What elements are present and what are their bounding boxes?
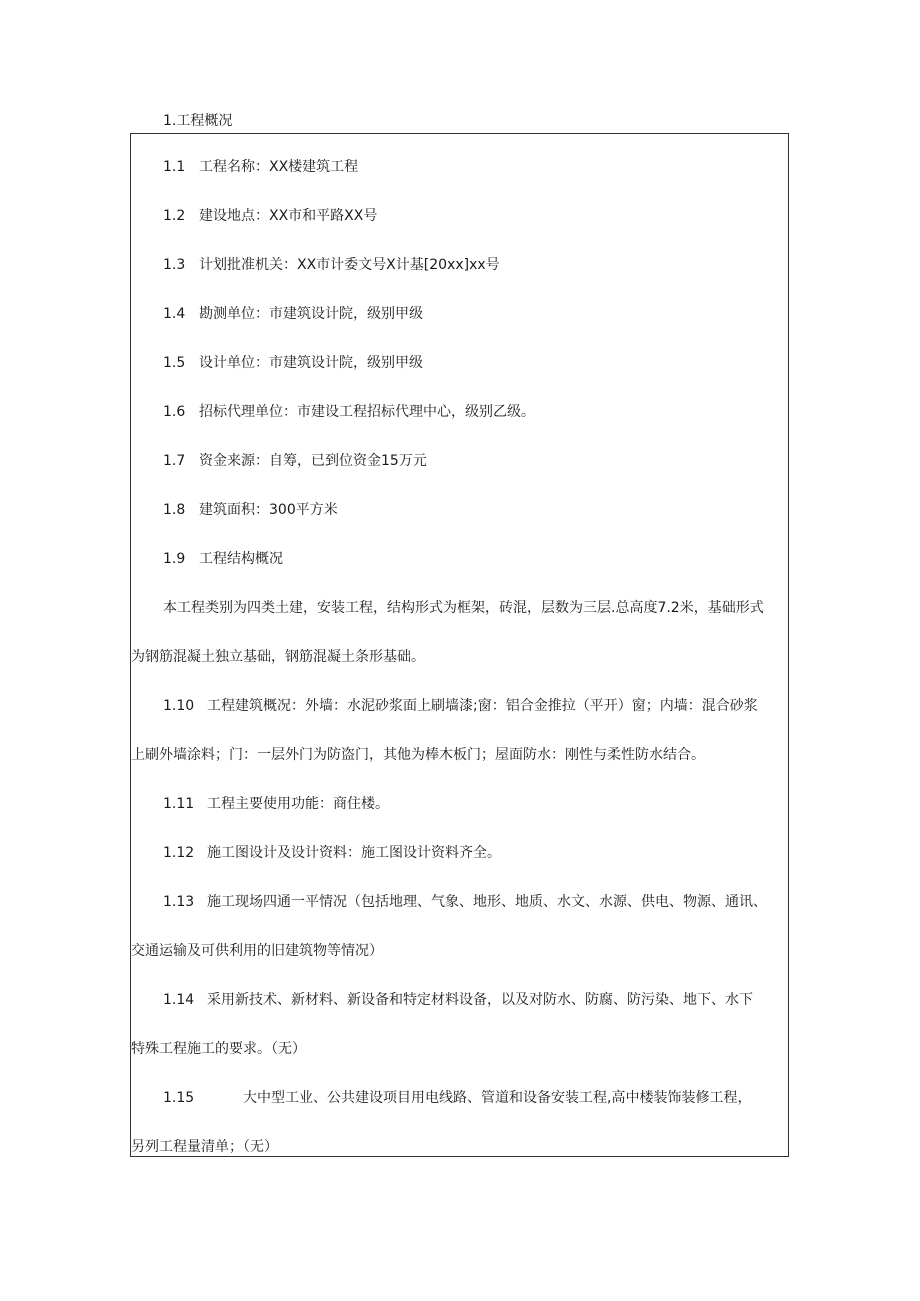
item-text: 施工图设计及设计资料：施工图设计资料齐全。 xyxy=(207,845,501,861)
item-text: 招标代理单位：市建设工程招标代理中心，级别乙级。 xyxy=(199,404,535,420)
item-number: 1.9 xyxy=(163,551,186,567)
item-1-14 xyxy=(163,990,753,1010)
item-number: 1.13 xyxy=(163,894,195,910)
item-text: 勘测单位：市建筑设计院，级别甲级 xyxy=(199,306,423,322)
item-1-11 xyxy=(163,794,389,814)
item-text: 建设地点：XX市和平路XX号 xyxy=(199,208,378,224)
item-text: 采用新技术、新材料、新设备和特定材料设备，以及对防水、防腐、防污染、地下、水下 xyxy=(207,992,753,1008)
item-1-15 xyxy=(163,1088,751,1108)
item-1-14-cont: 特殊工程施工的要求。（无） xyxy=(131,1041,306,1057)
item-number: 1.6 xyxy=(163,404,186,420)
item-text: 施工现场四通一平情况（包括地理、气象、地形、地质、水文、水源、供电、物源、通讯、 xyxy=(207,894,767,910)
item-number: 1.11 xyxy=(163,796,195,812)
item-number: 1.7 xyxy=(163,453,186,469)
item-number: 1.4 xyxy=(163,306,186,322)
item-1-9 xyxy=(163,549,283,569)
item-text: 工程名称：XX楼建筑工程 xyxy=(199,159,359,175)
item-1-10 xyxy=(163,696,758,716)
item-1-13-cont: 交通运输及可供利用的旧建筑物等情况） xyxy=(131,943,383,959)
item-text: 工程建筑概况：外墙：水泥砂浆面上刷墙漆;窗：铝合金推拉（平开）窗；内墙：混合砂浆 xyxy=(207,698,758,714)
structure-para-line2: 为钢筋混凝土独立基础，钢筋混凝土条形基础。 xyxy=(131,649,425,665)
item-1-8 xyxy=(163,500,338,520)
item-text: 建筑面积：300平方米 xyxy=(199,502,338,518)
item-1-7 xyxy=(163,451,427,471)
item-text: 资金来源：自筹，已到位资金15万元 xyxy=(199,453,427,469)
item-text: 大中型工业、公共建设项目用电线路、管道和设备安装工程,高中楼装饰装修工程， xyxy=(243,1090,752,1106)
item-number: 1.1 xyxy=(163,159,186,175)
item-number: 1.3 xyxy=(163,257,186,273)
item-1-1 xyxy=(163,157,358,177)
item-1-5 xyxy=(163,353,423,373)
item-number: 1.14 xyxy=(163,992,195,1008)
item-number: 1.10 xyxy=(163,698,195,714)
item-number: 1.12 xyxy=(163,845,195,861)
item-number: 1.15 xyxy=(163,1090,195,1106)
item-1-3 xyxy=(163,255,500,275)
item-number: 1.5 xyxy=(163,355,186,371)
structure-para-line1: 本工程类别为四类土建，安装工程，结构形式为框架，砖混，层数为三层.总高度7.2米，基础形式 xyxy=(163,600,764,616)
item-text: 设计单位：市建筑设计院，级别甲级 xyxy=(199,355,423,371)
item-text: 计划批准机关：XX市计委文号X计基[20xx]xx号 xyxy=(199,257,500,273)
item-1-4 xyxy=(163,304,423,324)
item-text: 工程结构概况 xyxy=(199,551,283,567)
item-text: 工程主要使用功能：商住楼。 xyxy=(207,796,389,812)
item-1-13 xyxy=(163,892,767,912)
item-1-12 xyxy=(163,843,501,863)
item-1-15-cont: 另列工程量清单；（无） xyxy=(131,1139,278,1155)
item-number: 1.2 xyxy=(163,208,186,224)
item-1-6 xyxy=(163,402,535,422)
item-1-10-cont: 上刷外墙涂料；门：一层外门为防盗门，其他为棒木板门；屋面防水：刚性与柔性防水结合。 xyxy=(131,747,705,763)
section-title: 1.工程概况 xyxy=(163,113,233,129)
item-number: 1.8 xyxy=(163,502,186,518)
item-1-2 xyxy=(163,206,377,226)
